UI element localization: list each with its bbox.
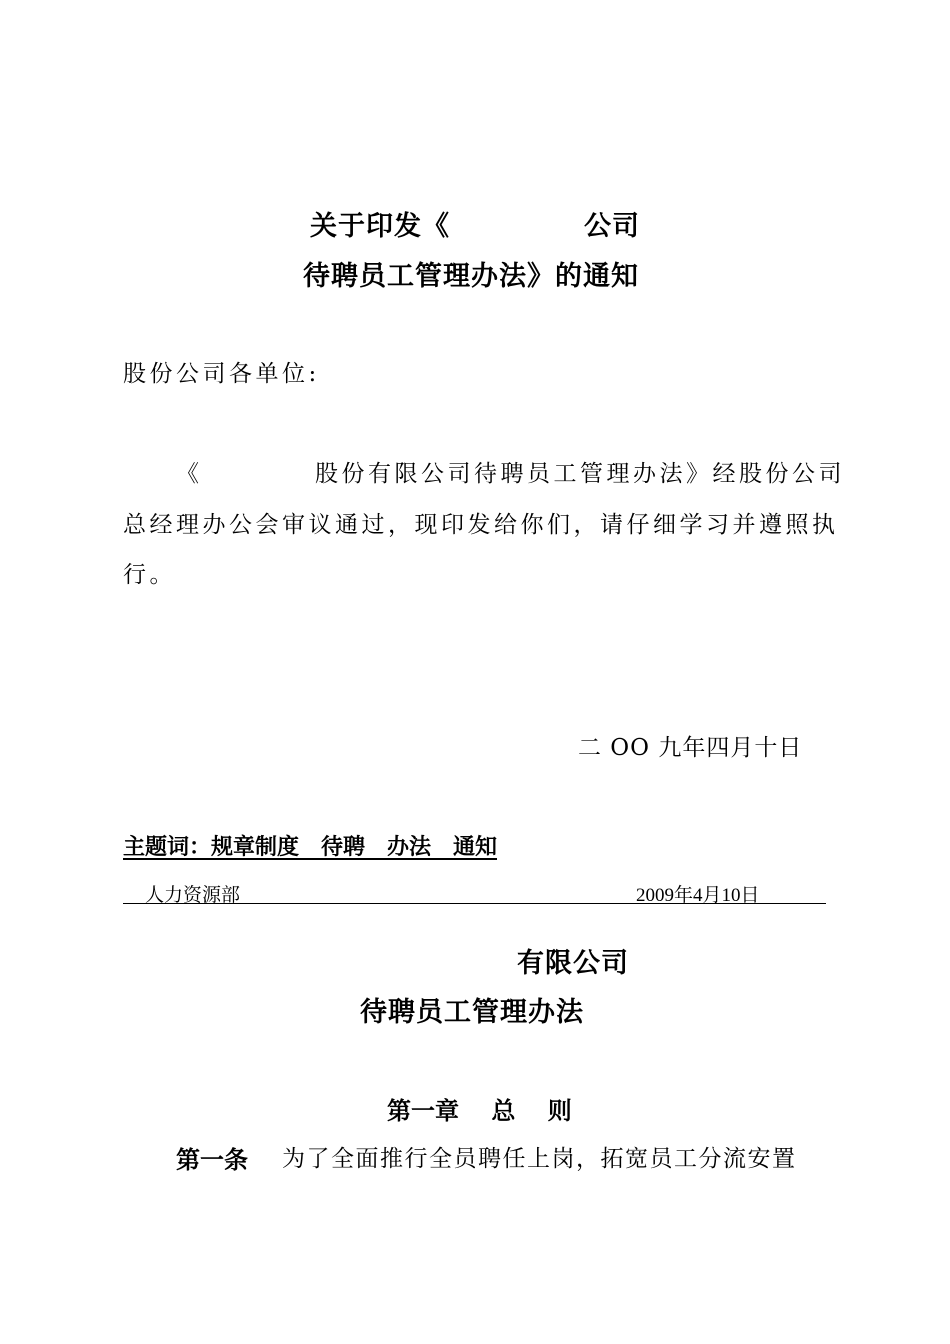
notice-date: 二 OO 九年四月十日 [578, 735, 803, 761]
footer-department: 人力资源部 [145, 885, 241, 906]
regulation-title-line2: 待聘员工管理办法 [360, 997, 584, 1028]
article-label: 第一条 [176, 1146, 248, 1174]
salutation: 股份公司各单位: [123, 361, 320, 387]
article-text: 为了全面推行全员聘任上岗，拓宽员工分流安置 [282, 1146, 797, 1172]
paragraph-line1-right: 股份有限公司待聘员工管理办法》经股份公司 [315, 461, 845, 487]
paragraph-line2: 总经理办公会审议通过，现印发给你们，请仔细学习并遵照执 [123, 512, 839, 538]
notice-title-part1: 关于印发《 [310, 211, 450, 242]
paragraph-line3: 行。 [123, 562, 176, 588]
chapter-title: 第一章 总 则 [387, 1097, 572, 1125]
notice-title-part2: 公司 [584, 211, 640, 242]
footer-divider [123, 903, 826, 904]
notice-title-line2: 待聘员工管理办法》的通知 [303, 261, 639, 292]
keywords-line: 主题词：规章制度 待聘 办法 通知 [123, 835, 498, 860]
regulation-title-line1: 有限公司 [517, 948, 629, 979]
footer-date: 2009年4月10日 [636, 885, 760, 906]
paragraph-line1-left: 《 [176, 461, 203, 487]
